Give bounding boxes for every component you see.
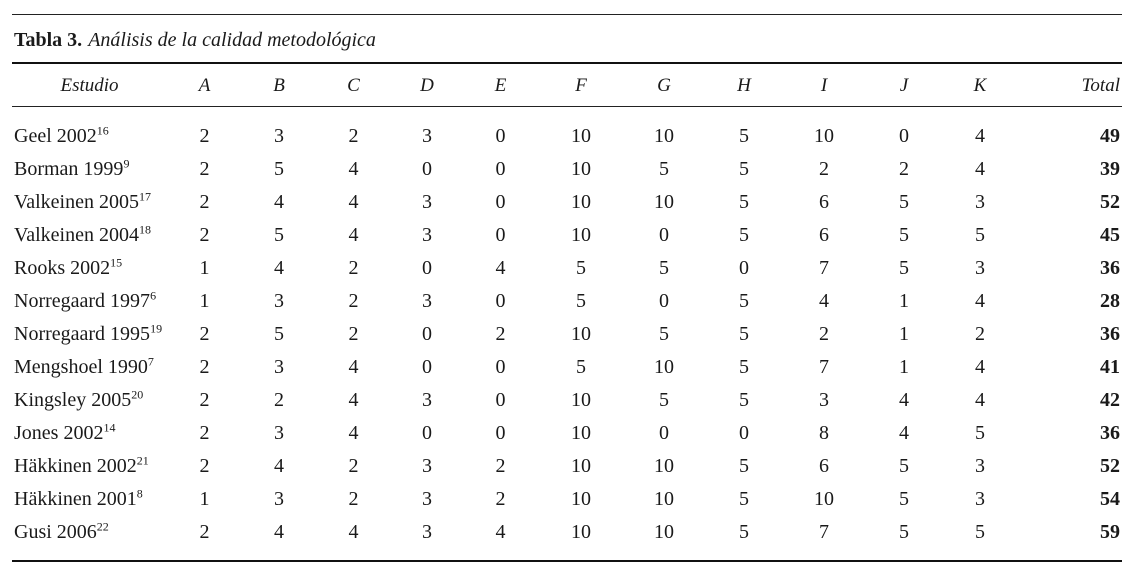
score-cell: 5 bbox=[739, 158, 749, 180]
bottom-rule bbox=[12, 560, 1122, 562]
score-cell: 10 bbox=[571, 389, 591, 411]
score-cell: 2 bbox=[199, 422, 210, 444]
score-cell: 10 bbox=[654, 488, 674, 510]
column-header-j: J bbox=[899, 75, 909, 96]
study-cell bbox=[12, 384, 167, 417]
score-cell: 4 bbox=[975, 356, 985, 378]
table-row bbox=[12, 351, 1122, 384]
total-cell: 28 bbox=[1100, 290, 1120, 312]
score-cell: 1 bbox=[199, 488, 210, 510]
score-cell: 2 bbox=[348, 455, 359, 477]
score-cell: 5 bbox=[739, 224, 749, 246]
caption-label: Tabla 3. bbox=[14, 29, 83, 51]
score-cell: 5 bbox=[739, 125, 749, 147]
score-cell: 5 bbox=[739, 323, 749, 345]
reference-number: 21 bbox=[136, 453, 149, 468]
score-cell: 2 bbox=[495, 323, 506, 345]
study-name: Gusi 2006 bbox=[14, 521, 97, 543]
score-cell: 5 bbox=[975, 521, 985, 543]
score-cell: 10 bbox=[571, 455, 591, 477]
total-cell: 36 bbox=[1100, 422, 1120, 444]
caption-text: Análisis de la calidad metodológica bbox=[88, 29, 376, 51]
study-cell bbox=[12, 252, 167, 285]
table-row bbox=[12, 450, 1122, 483]
score-cell: 0 bbox=[495, 389, 506, 411]
score-cell: 0 bbox=[495, 158, 506, 180]
column-header-total: Total bbox=[1081, 75, 1120, 96]
score-cell: 2 bbox=[348, 488, 359, 510]
score-cell: 5 bbox=[576, 290, 586, 312]
score-cell: 3 bbox=[422, 125, 432, 147]
score-cell: 10 bbox=[571, 521, 591, 543]
score-cell: 4 bbox=[495, 257, 506, 279]
reference-number: 9 bbox=[123, 156, 130, 171]
score-cell: 3 bbox=[422, 389, 432, 411]
score-cell: 3 bbox=[422, 488, 432, 510]
score-cell: 4 bbox=[348, 191, 359, 213]
score-cell: 5 bbox=[739, 389, 749, 411]
reference-number: 20 bbox=[131, 387, 144, 402]
score-cell: 4 bbox=[975, 290, 985, 312]
reference-number: 14 bbox=[103, 420, 116, 435]
reference-number: 19 bbox=[150, 321, 163, 336]
score-cell: 10 bbox=[654, 455, 674, 477]
score-cell: 3 bbox=[975, 257, 985, 279]
reference-number: 17 bbox=[138, 189, 151, 204]
column-header-b: B bbox=[273, 75, 285, 96]
reference-number: 15 bbox=[110, 255, 123, 270]
score-cell: 5 bbox=[659, 257, 669, 279]
column-header-i: I bbox=[820, 75, 828, 96]
score-cell: 1 bbox=[199, 290, 210, 312]
score-cell: 10 bbox=[571, 191, 591, 213]
score-cell: 4 bbox=[348, 158, 359, 180]
score-cell: 3 bbox=[422, 191, 432, 213]
score-cell: 5 bbox=[274, 158, 284, 180]
total-cell: 36 bbox=[1100, 257, 1120, 279]
table-row bbox=[12, 153, 1122, 186]
score-cell: 5 bbox=[739, 521, 749, 543]
reference-number: 7 bbox=[147, 354, 154, 369]
score-cell: 2 bbox=[495, 488, 506, 510]
table-row bbox=[12, 318, 1122, 351]
score-cell: 3 bbox=[422, 455, 432, 477]
column-header-study: Estudio bbox=[60, 75, 119, 96]
score-cell: 7 bbox=[819, 521, 829, 543]
study-cell bbox=[12, 120, 167, 153]
score-cell: 3 bbox=[274, 125, 284, 147]
study-cell bbox=[12, 318, 167, 351]
score-cell: 2 bbox=[819, 323, 829, 345]
reference-number: 18 bbox=[138, 222, 151, 237]
study-cell bbox=[12, 483, 167, 516]
study-name: Häkkinen 2002 bbox=[14, 455, 137, 477]
table-row bbox=[12, 483, 1122, 516]
score-cell: 2 bbox=[199, 356, 210, 378]
study-cell bbox=[12, 186, 167, 219]
score-cell: 2 bbox=[348, 257, 359, 279]
score-cell: 7 bbox=[819, 257, 829, 279]
score-cell: 5 bbox=[899, 191, 909, 213]
column-header-c: C bbox=[347, 75, 360, 96]
score-cell: 5 bbox=[274, 323, 284, 345]
study-name: Valkeinen 2004 bbox=[14, 224, 139, 246]
score-cell: 4 bbox=[274, 455, 284, 477]
score-cell: 5 bbox=[739, 191, 749, 213]
score-cell: 0 bbox=[422, 356, 432, 378]
score-cell: 4 bbox=[274, 257, 284, 279]
study-name: Häkkinen 2001 bbox=[14, 488, 137, 510]
total-cell: 54 bbox=[1100, 488, 1120, 510]
score-cell: 4 bbox=[495, 521, 506, 543]
score-cell: 0 bbox=[495, 191, 506, 213]
table-row bbox=[12, 384, 1122, 417]
score-cell: 4 bbox=[348, 389, 359, 411]
top-rule bbox=[12, 14, 1122, 15]
score-cell: 2 bbox=[274, 389, 284, 411]
study-cell bbox=[12, 351, 167, 384]
score-cell: 5 bbox=[739, 488, 749, 510]
score-cell: 1 bbox=[199, 257, 210, 279]
score-cell: 3 bbox=[422, 290, 432, 312]
table-row bbox=[12, 417, 1122, 450]
score-cell: 3 bbox=[975, 455, 985, 477]
study-cell bbox=[12, 516, 167, 549]
reference-number: 22 bbox=[96, 519, 109, 534]
score-cell: 4 bbox=[348, 521, 359, 543]
study-cell bbox=[12, 219, 167, 252]
score-cell: 10 bbox=[814, 125, 834, 147]
table-row bbox=[12, 516, 1122, 549]
total-cell: 59 bbox=[1100, 521, 1120, 543]
score-cell: 5 bbox=[659, 158, 669, 180]
score-cell: 5 bbox=[739, 455, 749, 477]
score-cell: 3 bbox=[975, 191, 985, 213]
score-cell: 5 bbox=[899, 488, 909, 510]
score-cell: 0 bbox=[739, 422, 749, 444]
score-cell: 2 bbox=[975, 323, 985, 345]
score-cell: 0 bbox=[659, 224, 669, 246]
score-cell: 0 bbox=[422, 158, 432, 180]
column-header-d: D bbox=[420, 75, 434, 96]
score-cell: 0 bbox=[659, 422, 669, 444]
total-cell: 45 bbox=[1100, 224, 1120, 246]
spacer-row bbox=[12, 104, 1122, 120]
score-cell: 6 bbox=[819, 224, 829, 246]
score-cell: 2 bbox=[199, 224, 210, 246]
score-cell: 6 bbox=[819, 455, 829, 477]
score-cell: 0 bbox=[899, 125, 909, 147]
score-cell: 2 bbox=[199, 455, 210, 477]
total-cell: 36 bbox=[1100, 323, 1120, 345]
reference-number: 16 bbox=[96, 123, 109, 138]
score-cell: 2 bbox=[199, 323, 210, 345]
score-cell: 5 bbox=[899, 521, 909, 543]
score-cell: 3 bbox=[422, 521, 432, 543]
study-cell bbox=[12, 153, 167, 186]
score-cell: 0 bbox=[739, 257, 749, 279]
score-cell: 10 bbox=[654, 191, 674, 213]
score-cell: 5 bbox=[576, 257, 586, 279]
study-name: Valkeinen 2005 bbox=[14, 191, 139, 213]
score-cell: 2 bbox=[199, 521, 210, 543]
score-cell: 10 bbox=[571, 422, 591, 444]
score-cell: 4 bbox=[899, 422, 909, 444]
table-caption bbox=[14, 29, 376, 52]
methodological-quality-table bbox=[12, 68, 1122, 549]
study-name: Norregaard 1995 bbox=[14, 323, 151, 345]
score-cell: 10 bbox=[571, 125, 591, 147]
total-cell: 52 bbox=[1100, 455, 1120, 477]
table-body bbox=[12, 104, 1122, 549]
score-cell: 10 bbox=[654, 125, 674, 147]
score-cell: 0 bbox=[495, 356, 506, 378]
score-cell: 5 bbox=[659, 323, 669, 345]
column-header-f: F bbox=[575, 75, 587, 96]
score-cell: 3 bbox=[274, 422, 284, 444]
score-cell: 2 bbox=[348, 323, 359, 345]
score-cell: 4 bbox=[975, 158, 985, 180]
column-header-e: E bbox=[494, 75, 507, 96]
score-cell: 2 bbox=[819, 158, 829, 180]
score-cell: 4 bbox=[348, 224, 359, 246]
score-cell: 6 bbox=[819, 191, 829, 213]
score-cell: 2 bbox=[348, 290, 359, 312]
table-row bbox=[12, 219, 1122, 252]
score-cell: 2 bbox=[348, 125, 359, 147]
score-cell: 4 bbox=[819, 290, 829, 312]
table-row bbox=[12, 285, 1122, 318]
study-cell bbox=[12, 285, 167, 318]
score-cell: 3 bbox=[975, 488, 985, 510]
table-row bbox=[12, 120, 1122, 153]
score-cell: 3 bbox=[274, 356, 284, 378]
score-cell: 1 bbox=[899, 356, 909, 378]
score-cell: 7 bbox=[819, 356, 829, 378]
score-cell: 5 bbox=[274, 224, 284, 246]
score-cell: 5 bbox=[739, 290, 749, 312]
score-cell: 4 bbox=[975, 125, 985, 147]
study-cell bbox=[12, 450, 167, 483]
score-cell: 5 bbox=[739, 356, 749, 378]
score-cell: 0 bbox=[495, 125, 506, 147]
score-cell: 4 bbox=[899, 389, 909, 411]
score-cell: 1 bbox=[899, 323, 909, 345]
score-cell: 10 bbox=[654, 521, 674, 543]
study-name: Mengshoel 1990 bbox=[14, 356, 148, 378]
table-row bbox=[12, 186, 1122, 219]
reference-number: 8 bbox=[136, 486, 143, 501]
total-cell: 42 bbox=[1100, 389, 1120, 411]
score-cell: 2 bbox=[199, 125, 210, 147]
column-header-h: H bbox=[737, 75, 751, 96]
score-cell: 0 bbox=[422, 422, 432, 444]
score-cell: 3 bbox=[819, 389, 829, 411]
reference-number: 6 bbox=[150, 288, 157, 303]
study-name: Borman 1999 bbox=[14, 158, 124, 180]
total-cell: 39 bbox=[1100, 158, 1120, 180]
score-cell: 0 bbox=[659, 290, 669, 312]
study-name: Geel 2002 bbox=[14, 125, 97, 147]
score-cell: 10 bbox=[654, 356, 674, 378]
score-cell: 2 bbox=[495, 455, 506, 477]
score-cell: 10 bbox=[571, 488, 591, 510]
study-name: Rooks 2002 bbox=[14, 257, 111, 279]
score-cell: 0 bbox=[422, 257, 432, 279]
score-cell: 5 bbox=[975, 224, 985, 246]
column-header-g: G bbox=[657, 75, 671, 96]
score-cell: 2 bbox=[199, 158, 210, 180]
score-cell: 2 bbox=[199, 191, 210, 213]
column-header-k: K bbox=[973, 75, 987, 96]
score-cell: 3 bbox=[274, 488, 284, 510]
study-name: Jones 2002 bbox=[14, 422, 104, 444]
score-cell: 3 bbox=[422, 224, 432, 246]
score-cell: 10 bbox=[571, 224, 591, 246]
score-cell: 0 bbox=[495, 224, 506, 246]
study-cell bbox=[12, 417, 167, 450]
header-top-rule bbox=[12, 62, 1122, 64]
score-cell: 5 bbox=[899, 455, 909, 477]
column-header-a: A bbox=[198, 75, 211, 96]
score-cell: 4 bbox=[274, 521, 284, 543]
score-cell: 2 bbox=[199, 389, 210, 411]
score-cell: 10 bbox=[571, 158, 591, 180]
header-row bbox=[12, 68, 1122, 104]
score-cell: 5 bbox=[899, 224, 909, 246]
score-cell: 1 bbox=[899, 290, 909, 312]
score-cell: 4 bbox=[274, 191, 284, 213]
score-cell: 0 bbox=[495, 422, 506, 444]
score-cell: 3 bbox=[274, 290, 284, 312]
score-cell: 4 bbox=[348, 356, 359, 378]
score-cell: 10 bbox=[814, 488, 834, 510]
study-name: Norregaard 1997 bbox=[14, 290, 151, 312]
score-cell: 5 bbox=[659, 389, 669, 411]
score-cell: 8 bbox=[819, 422, 829, 444]
total-cell: 52 bbox=[1100, 191, 1120, 213]
score-cell: 0 bbox=[495, 290, 506, 312]
score-cell: 5 bbox=[975, 422, 985, 444]
score-cell: 2 bbox=[899, 158, 909, 180]
score-cell: 5 bbox=[576, 356, 586, 378]
total-cell: 49 bbox=[1100, 125, 1120, 147]
score-cell: 10 bbox=[571, 323, 591, 345]
score-cell: 4 bbox=[348, 422, 359, 444]
total-cell: 41 bbox=[1100, 356, 1120, 378]
study-name: Kingsley 2005 bbox=[14, 389, 132, 411]
table-row bbox=[12, 252, 1122, 285]
score-cell: 5 bbox=[899, 257, 909, 279]
score-cell: 0 bbox=[422, 323, 432, 345]
score-cell: 4 bbox=[975, 389, 985, 411]
